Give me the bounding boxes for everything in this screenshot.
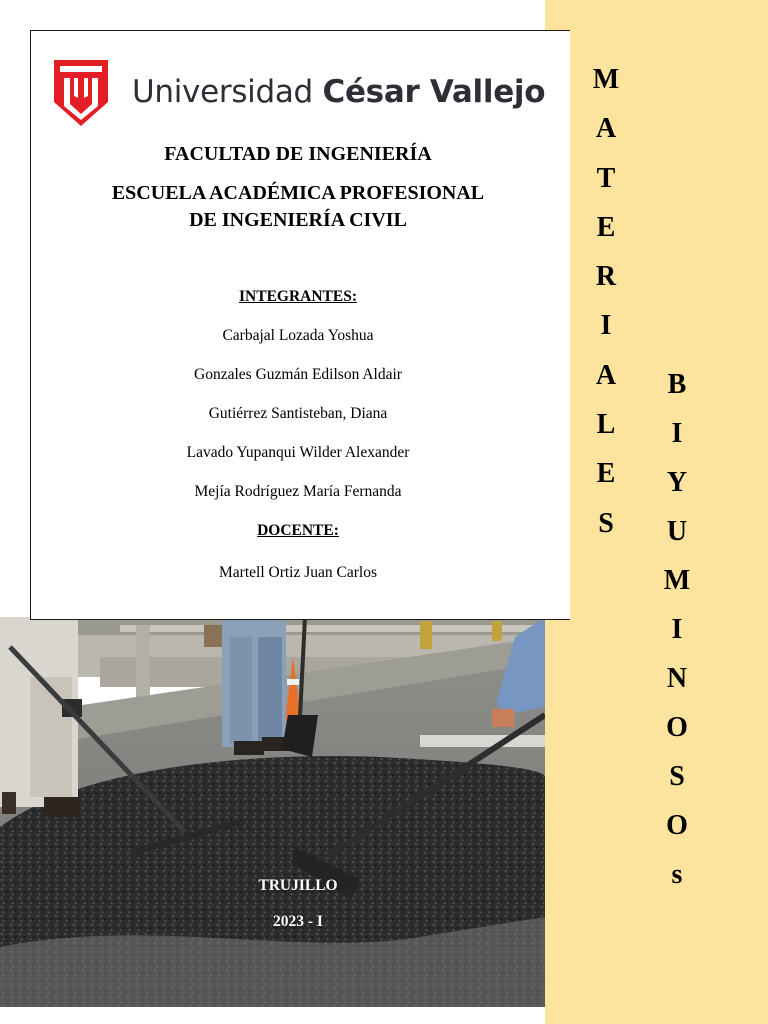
title-letter: T — [596, 162, 616, 194]
members-label: INTEGRANTES: — [239, 288, 357, 305]
teacher-name: Martell Ortiz Juan Carlos — [219, 564, 377, 581]
university-name — [132, 74, 545, 110]
term-label: 2023 - I — [273, 913, 323, 930]
asphalt-workers-photo — [0, 617, 545, 1007]
title-letter: O — [666, 810, 688, 841]
vertical-word-biyuminosos — [657, 371, 697, 910]
member-name: Carbajal Lozada Yoshua — [222, 327, 374, 344]
title-letter: E — [596, 211, 616, 243]
university-name-regular: Universidad — [132, 74, 313, 110]
title-letter: U — [666, 516, 688, 547]
university-logo — [52, 56, 545, 128]
member-name: Lavado Yupanqui Wilder Alexander — [186, 444, 410, 461]
title-letter: S — [598, 507, 614, 539]
title-letter: N — [666, 663, 688, 694]
member-name: Mejía Rodríguez María Fernanda — [194, 483, 402, 500]
title-letter: A — [595, 359, 617, 391]
ucv-shield-icon — [52, 56, 110, 128]
title-letter: E — [596, 458, 616, 490]
school-title-line-1: ESCUELA ACADÉMICA PROFESIONAL — [111, 182, 485, 204]
university-name-bold: César Vallejo — [322, 74, 546, 110]
vertical-word-materiales — [586, 66, 626, 559]
member-name: Gonzales Guzmán Edilson Aldair — [194, 366, 402, 383]
member-name: Gutiérrez Santisteban, Diana — [208, 405, 388, 422]
title-letter: L — [596, 409, 616, 441]
title-letter: R — [595, 261, 617, 293]
title-letter: I — [671, 614, 683, 645]
title-letter: S — [669, 761, 685, 792]
title-letter: M — [663, 565, 691, 596]
title-letter: M — [592, 64, 620, 95]
title-letter: s — [671, 859, 683, 890]
faculty-title: FACULTAD DE INGENIERÍA — [164, 143, 432, 165]
school-title-line-2: DE INGENIERÍA CIVIL — [189, 209, 407, 231]
teacher-label: DOCENTE: — [257, 522, 339, 539]
title-letter: B — [667, 369, 687, 400]
title-letter: A — [595, 113, 617, 145]
title-letter: Y — [666, 467, 688, 498]
title-letter: I — [600, 310, 612, 342]
title-letter: I — [671, 418, 683, 449]
city-label: TRUJILLO — [258, 877, 338, 894]
title-letter: O — [666, 712, 688, 743]
school-title — [30, 180, 566, 234]
